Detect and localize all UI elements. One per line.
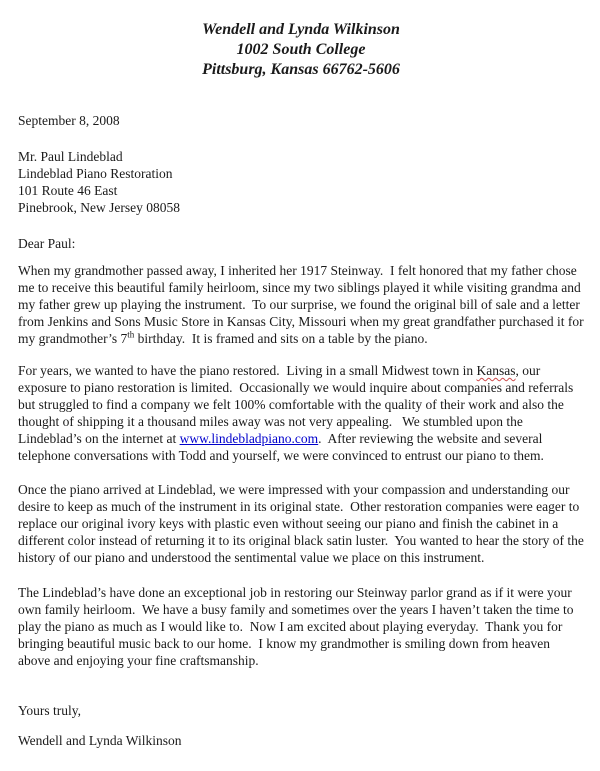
letterhead-street: 1002 South College	[236, 41, 366, 58]
paragraph-2	[18, 362, 584, 464]
ordinal-superscript: th	[127, 329, 135, 340]
recipient-name: Mr. Paul Lindeblad	[18, 149, 123, 164]
paragraph-2-text-end: . After reviewing the website and several telephone conversations with Todd and yourself, we were convinced to entrust our piano to them.	[18, 431, 546, 463]
letterhead-name: Wendell and Lynda Wilkinson	[202, 21, 400, 38]
paragraph-2-text: For years, we wanted to have the piano restored. Living in a small Midwest town in	[18, 363, 477, 378]
signature-name: Wendell and Lynda Wilkinson	[18, 733, 182, 748]
paragraph-1	[18, 262, 588, 347]
recipient-address	[18, 148, 584, 216]
closing: Yours truly,	[18, 703, 82, 718]
lindeblad-website-link[interactable]: www.lindebladpiano.com	[179, 431, 319, 446]
misspelled-word-kansas: Kansas	[476, 363, 516, 378]
letterhead	[18, 20, 584, 80]
letterhead-city: Pittsburg, Kansas 66762-5606	[202, 61, 400, 78]
paragraph-1-text-cont: birthday. It is framed and sits on a table by the piano.	[134, 331, 428, 346]
recipient-city: Pinebrook, New Jersey 08058	[18, 200, 180, 215]
paragraph-2-text-cont: , our exposure to piano restoration is limited. Occasionally we would inquire about companies and referrals but struggled to find a company we felt 100% comfortable with the quality of their work and also the thought of shipping it a thousand miles away was not very appealing. We stumbled upon the Lindeblad’s on the internet at	[18, 363, 577, 446]
paragraph-4: The Lindeblad’s have done an exceptional job in restoring our Steinway parlor grand as if it were your own family heirloom. We have a busy family and sometimes over the years I haven’t taken the time to play the piano as much as I would like to. Now I am excited about playing everyday. Thank you for bringing beautiful music back to our home. I know my grandmother is smiling down from heaven above and enjoying your fine craftsmanship.	[18, 585, 577, 668]
paragraph-3: Once the piano arrived at Lindeblad, we were impressed with your compassion and understanding our desire to keep as much of the instrument in its original state. Other restoration companies were eager to replace our original ivory keys with plastic even without seeing our piano and finish the cabinet in a different color instead of returning it to its original black satin luster. You wanted to hear the story of the history of our piano and understood the sentimental value we place on this instrument.	[18, 482, 588, 565]
date-line: September 8, 2008	[18, 113, 120, 128]
salutation: Dear Paul:	[18, 236, 76, 251]
recipient-street: 101 Route 46 East	[18, 183, 118, 198]
recipient-company: Lindeblad Piano Restoration	[18, 166, 173, 181]
paragraph-1-text: When my grandmother passed away, I inherited her 1917 Steinway. I felt honored that my father chose me to receive this beautiful family heirloom, since my two siblings played it while visiting grandma and my father grew up playing the instrument. To our surprise, we found the original bill of sale and a letter from Jenkins and Sons Music Store in Kansas City, Missouri when my great grandfather purchased it for my grandmother’s 7	[18, 263, 588, 346]
